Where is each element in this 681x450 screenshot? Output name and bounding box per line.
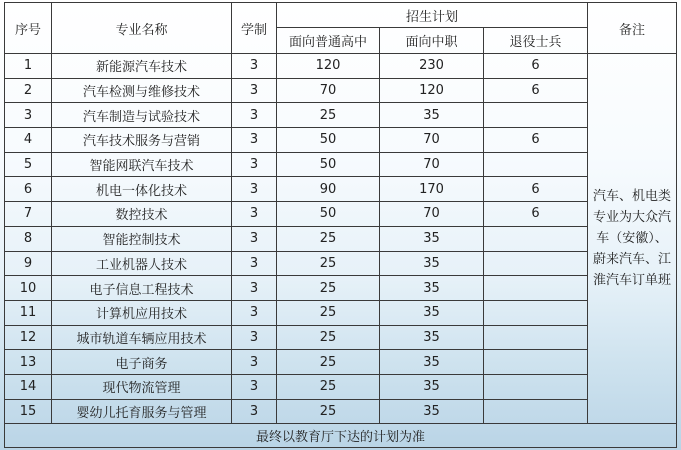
cell-veteran: 6 <box>484 128 588 153</box>
cell-general: 70 <box>277 78 380 103</box>
cell-major: 现代物流管理 <box>52 374 232 399</box>
table-row <box>5 54 677 79</box>
cell-veteran: 6 <box>484 78 588 103</box>
cell-duration: 3 <box>232 128 277 153</box>
cell-seq: 9 <box>5 251 52 276</box>
cell-duration: 3 <box>232 276 277 301</box>
header-vocational: 面向中职 <box>380 28 484 54</box>
header-general-high-school: 面向普通高中 <box>277 28 380 54</box>
cell-veteran <box>484 300 588 325</box>
cell-veteran: 6 <box>484 177 588 202</box>
cell-vocational: 35 <box>380 103 484 128</box>
cell-seq: 13 <box>5 350 52 375</box>
cell-major: 智能网联汽车技术 <box>52 152 232 177</box>
cell-duration: 3 <box>232 300 277 325</box>
cell-duration: 3 <box>232 374 277 399</box>
cell-seq: 4 <box>5 128 52 153</box>
cell-seq: 7 <box>5 202 52 227</box>
cell-seq: 6 <box>5 177 52 202</box>
cell-duration: 3 <box>232 350 277 375</box>
cell-duration: 3 <box>232 54 277 79</box>
enrollment-plan-table <box>4 2 677 448</box>
cell-seq: 10 <box>5 276 52 301</box>
cell-duration: 3 <box>232 226 277 251</box>
header-duration: 学制 <box>232 3 277 54</box>
header-veteran: 退役士兵 <box>484 28 588 54</box>
cell-seq: 1 <box>5 54 52 79</box>
cell-major: 智能控制技术 <box>52 226 232 251</box>
cell-seq: 8 <box>5 226 52 251</box>
cell-vocational: 35 <box>380 300 484 325</box>
cell-vocational: 70 <box>380 202 484 227</box>
cell-major: 新能源汽车技术 <box>52 54 232 79</box>
cell-major: 城市轨道车辆应用技术 <box>52 325 232 350</box>
cell-general: 120 <box>277 54 380 79</box>
cell-seq: 12 <box>5 325 52 350</box>
cell-duration: 3 <box>232 325 277 350</box>
cell-duration: 3 <box>232 251 277 276</box>
cell-general: 25 <box>277 399 380 424</box>
cell-vocational: 35 <box>380 276 484 301</box>
header-plan: 招生计划 <box>277 3 588 28</box>
cell-general: 90 <box>277 177 380 202</box>
cell-seq: 15 <box>5 399 52 424</box>
cell-major: 机电一体化技术 <box>52 177 232 202</box>
cell-veteran <box>484 103 588 128</box>
table-row <box>5 276 677 301</box>
table-row <box>5 177 677 202</box>
cell-veteran <box>484 399 588 424</box>
cell-veteran <box>484 325 588 350</box>
table-body <box>5 54 677 424</box>
table-row <box>5 202 677 227</box>
cell-general: 25 <box>277 226 380 251</box>
table-row <box>5 399 677 424</box>
cell-veteran: 6 <box>484 202 588 227</box>
cell-vocational: 35 <box>380 374 484 399</box>
cell-duration: 3 <box>232 399 277 424</box>
table-row <box>5 251 677 276</box>
table-row <box>5 103 677 128</box>
table-row <box>5 152 677 177</box>
cell-vocational: 35 <box>380 226 484 251</box>
cell-vocational: 35 <box>380 251 484 276</box>
cell-general: 25 <box>277 276 380 301</box>
cell-general: 25 <box>277 350 380 375</box>
cell-major: 工业机器人技术 <box>52 251 232 276</box>
cell-duration: 3 <box>232 103 277 128</box>
header-remark: 备注 <box>588 3 677 54</box>
cell-seq: 2 <box>5 78 52 103</box>
cell-general: 50 <box>277 202 380 227</box>
cell-duration: 3 <box>232 177 277 202</box>
cell-general: 25 <box>277 325 380 350</box>
cell-major: 婴幼儿托育服务与管理 <box>52 399 232 424</box>
cell-general: 50 <box>277 128 380 153</box>
cell-seq: 3 <box>5 103 52 128</box>
cell-vocational: 70 <box>380 152 484 177</box>
table-row <box>5 78 677 103</box>
table-row <box>5 325 677 350</box>
cell-seq: 14 <box>5 374 52 399</box>
cell-vocational: 35 <box>380 325 484 350</box>
cell-major: 汽车制造与试验技术 <box>52 103 232 128</box>
table-row <box>5 374 677 399</box>
cell-veteran: 6 <box>484 54 588 79</box>
cell-general: 25 <box>277 251 380 276</box>
cell-duration: 3 <box>232 202 277 227</box>
cell-duration: 3 <box>232 152 277 177</box>
cell-veteran <box>484 350 588 375</box>
cell-major: 电子商务 <box>52 350 232 375</box>
cell-vocational: 170 <box>380 177 484 202</box>
remark-note: 汽车、机电类专业为大众汽车（安徽）、蔚来汽车、江淮汽车订单班 <box>588 54 677 424</box>
footer-note: 最终以教育厅下达的计划为准 <box>5 424 677 448</box>
cell-major: 汽车技术服务与营销 <box>52 128 232 153</box>
cell-veteran <box>484 276 588 301</box>
cell-major: 汽车检测与维修技术 <box>52 78 232 103</box>
table-row <box>5 300 677 325</box>
cell-veteran <box>484 251 588 276</box>
cell-vocational: 35 <box>380 350 484 375</box>
cell-general: 25 <box>277 103 380 128</box>
cell-major: 数控技术 <box>52 202 232 227</box>
header-major: 专业名称 <box>52 3 232 54</box>
table-row <box>5 128 677 153</box>
cell-general: 25 <box>277 300 380 325</box>
enrollment-plan-table-container <box>4 2 676 448</box>
cell-vocational: 70 <box>380 128 484 153</box>
cell-duration: 3 <box>232 78 277 103</box>
cell-vocational: 230 <box>380 54 484 79</box>
table-row <box>5 350 677 375</box>
cell-veteran <box>484 152 588 177</box>
cell-vocational: 120 <box>380 78 484 103</box>
cell-veteran <box>484 374 588 399</box>
cell-major: 电子信息工程技术 <box>52 276 232 301</box>
cell-major: 计算机应用技术 <box>52 300 232 325</box>
cell-veteran <box>484 226 588 251</box>
cell-seq: 11 <box>5 300 52 325</box>
cell-general: 25 <box>277 374 380 399</box>
cell-seq: 5 <box>5 152 52 177</box>
header-seq: 序号 <box>5 3 52 54</box>
cell-general: 50 <box>277 152 380 177</box>
table-row <box>5 226 677 251</box>
cell-vocational: 35 <box>380 399 484 424</box>
